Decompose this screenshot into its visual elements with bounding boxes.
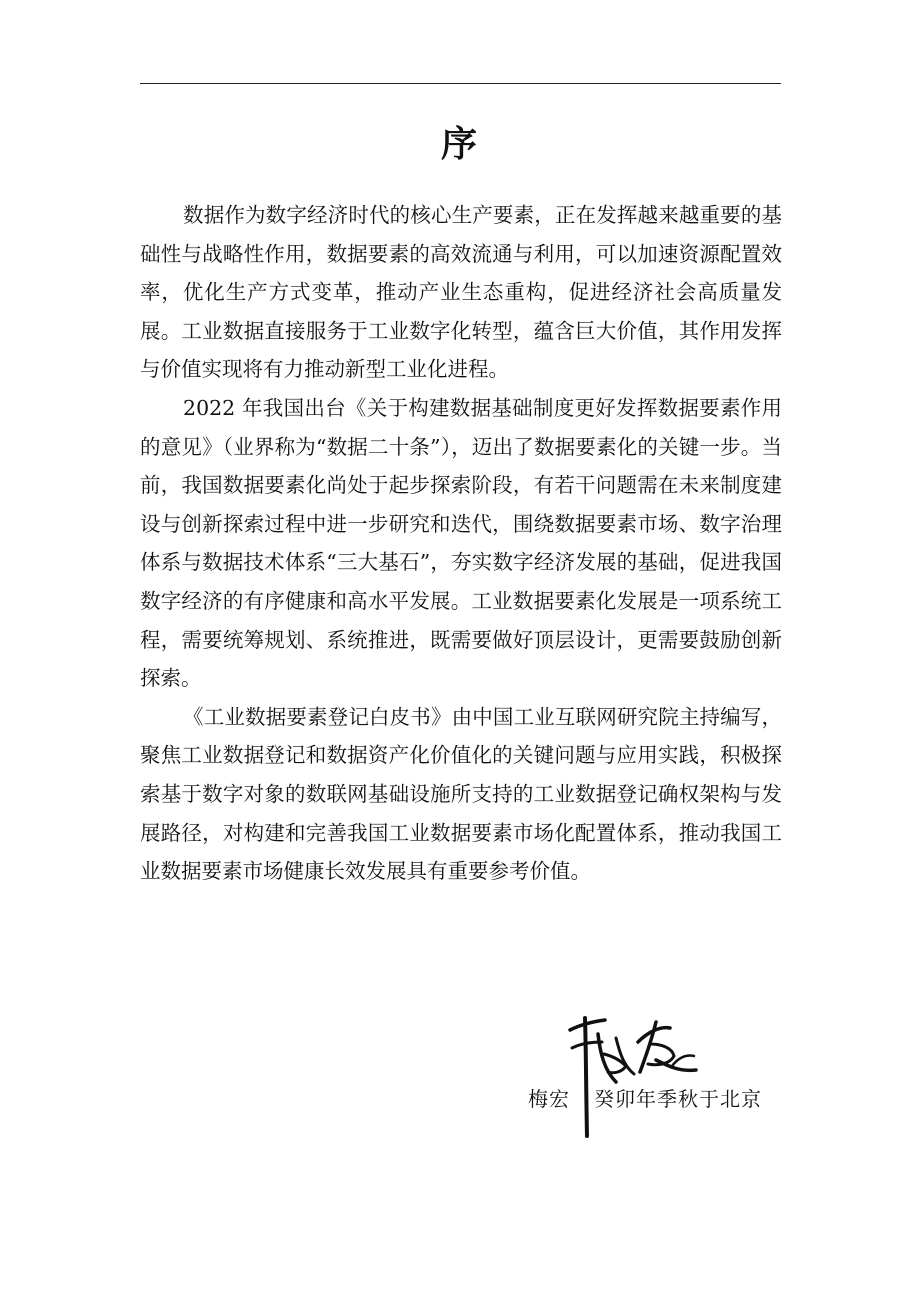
preface-body (140, 196, 782, 891)
paragraph-3: 《工业数据要素登记白皮书》由中国工业互联网研究院主持编写，聚焦工业数据登记和数据资产化价值化的关键问题与应用实践，积极探索基于数字对象的数联网基础设施所支持的工业数据登记确权架构与发展路径，对构建和完善我国工业数据要素市场化配置体系，推动我国工业数据要素市场健康长效发展具有重要参考价值。 (140, 704, 782, 884)
page-title: 序 (440, 123, 479, 165)
signature-block (520, 1008, 780, 1143)
paragraph-1: 数据作为数字经济时代的核心生产要素，正在发挥越来越重要的基础性与战略性作用，数据要素的高效流通与利用，可以加速资源配置效率，优化生产方式变革，推动产业生态重构，促进经济社会高质量发展。工业数据直接服务于工业数字化转型，蕴含巨大价值，其作用发挥与价值实现将有力推动新型工业化进程。 (140, 203, 782, 382)
paragraph-2: 2022 年我国出台《关于构建数据基础制度更好发挥数据要素作用的意见》（业界称为“数据二十条”），迈出了数据要素化的关键一步。当前，我国数据要素化尚处于起步探索阶段，有若干问题需在未来制度建设与创新探索过程中进一步研究和迭代，围绕数据要素市场、数字治理体系与数据技术体系“三大基石”，夯实数字经济发展的基础，促进我国数字经济的有序健康和高水平发展。工业数据要素化发展是一项系统工程，需要统筹规划、系统推进，既需要做好顶层设计，更需要鼓励创新探索。 (140, 395, 782, 691)
header-rule (140, 83, 781, 84)
handwritten-signature (560, 1008, 710, 1140)
signature-name: 梅宏 (528, 1087, 570, 1111)
signature-date: 癸卯年季秋于北京 (594, 1087, 762, 1111)
